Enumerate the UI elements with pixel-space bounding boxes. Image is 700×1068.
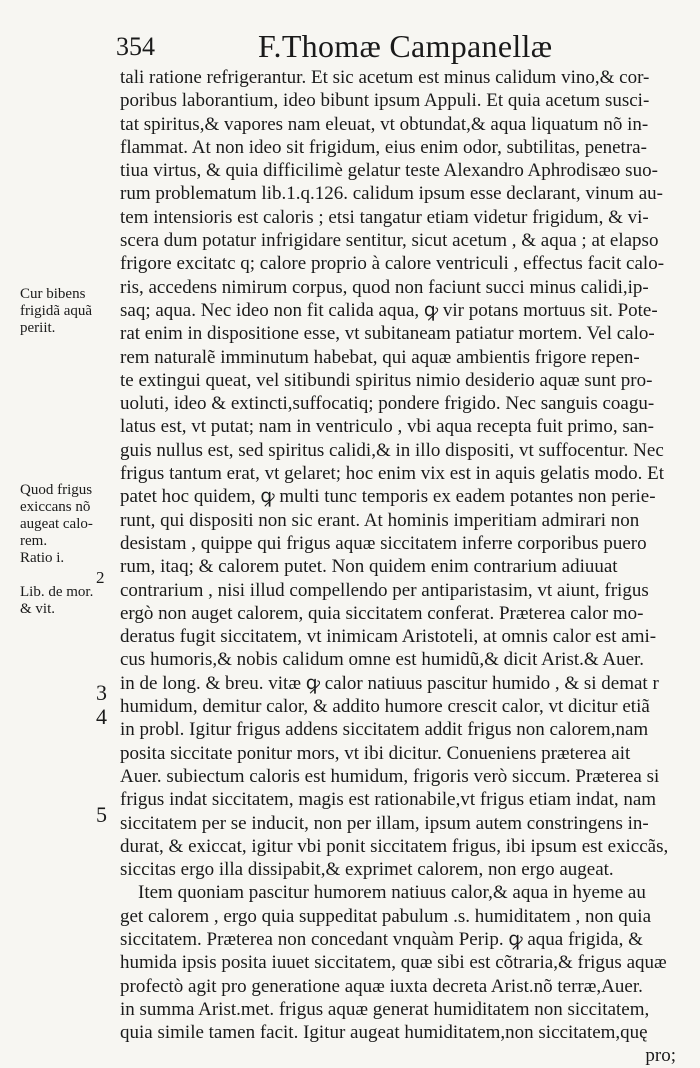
page-header xyxy=(0,26,700,66)
text-line: tem intensioris est caloris ; etsi tangatur etiam videtur frigidum, & vi- xyxy=(120,206,649,228)
text-line: durat, & exiccat, igitur vbi ponit siccitatem frigus, ibi ipsum est exiccãs, xyxy=(120,835,669,857)
text-line: in probl. Igitur frigus addens siccitatem addit frigus non calorem,nam xyxy=(120,719,649,741)
text-line: ergò non auget calorem, quia siccitatem conferat. Præterea calor mo- xyxy=(120,602,644,624)
marginal-number: 3 xyxy=(96,680,107,705)
text-line: frigus tantum erat, vt gelaret; hoc enim vix est in aquis gelatis modo. Et xyxy=(120,463,665,485)
running-title: F.Thomæ Campanellæ xyxy=(258,28,553,64)
text-line: latus est, vt putat; nam in ventriculo , vbi aqua recepta fuit primo, san- xyxy=(120,416,654,438)
text-line: siccitatem per se inducit, non per illam, ipsum autem constringens in- xyxy=(120,812,649,834)
text-line: tali ratione refrigerantur. Et sic acetum est minus calidum vino,& cor- xyxy=(120,67,650,88)
text-line: flammat. At non ideo sit frigidum, eius enim odor, subtilitas, penetra- xyxy=(120,136,647,158)
text-line: uoluti, ideo & extincti,suffocatiq; pondere frigido. Nec sanguis coagu- xyxy=(120,393,655,415)
text-line: patet hoc quidem, ꝙ multi tunc temporis ex eadem potantes non perie- xyxy=(120,486,656,508)
text-line: frigore excitatc q; calore proprio à calore ventriculi , effectus facit calo- xyxy=(120,253,665,275)
text-line: rat enim in dispositione esse, vt subitaneam patiatur mortem. Vel calo- xyxy=(120,323,655,345)
text-line: guis nullus est, sed spiritus calidi,& in illo dispositi, vt suffocentur. Nec xyxy=(120,439,664,461)
marginal-number: 2 xyxy=(96,568,105,587)
text-line: posita siccitate ponitur mors, vt ibi dicitur. Conueniens præterea ait xyxy=(120,742,631,764)
text-line: saq; aqua. Nec ideo non fit calida aqua, ꝙ vir potans mortuus sit. Pote- xyxy=(120,299,658,321)
text-line: rum, itaq; & calorem putet. Non quidem enim contrarium adiuuat xyxy=(120,556,618,578)
text-line: deratus fugit siccitatem, vt inimicam Aristoteli, at omnis calor est ami- xyxy=(120,626,657,648)
marginal-number: 5 xyxy=(96,802,107,827)
text-line: rum problematum lib.1.q.126. calidum ipsum esse declarant, vinum au- xyxy=(120,183,663,205)
text-line: ris, accedens nimirum corpus, quod non faciunt succi minus calidi,ip- xyxy=(120,276,649,298)
margin-note-line: Lib. de mor. xyxy=(20,584,94,600)
paragraph-start-line: Item quoniam pascitur humorem natiuus calor,& aqua in hyeme au xyxy=(138,882,646,904)
marginal-number: 4 xyxy=(96,704,107,729)
text-line: profectò agit pro generatione aquæ iuxta decreta Arist.nõ terræ,Auer. xyxy=(120,975,643,997)
text-line: poribus laborantium, ideo bibunt ipsum Appuli. Et quia acetum susci- xyxy=(120,90,650,112)
margin-note-line: Quod frigus xyxy=(20,482,93,498)
margin-note-line: frigidã aquã xyxy=(20,303,93,319)
text-line: siccitatem. Præterea non concedant vnquàm Perip. ꝙ aqua frigida, & xyxy=(120,928,643,950)
main-text-column xyxy=(120,66,676,1068)
margin-note-line: exiccans nõ xyxy=(20,499,91,515)
text-line: cus humoris,& nobis calidum omne est humidũ,& dicit Arist.& Auer. xyxy=(120,649,645,671)
text-line: humida ipsis posita iuuet siccitatem, quæ sibi est cõtraria,& frigus aquæ xyxy=(120,952,667,974)
text-line: get calorem , ergo quia suppeditat pabulum .s. humiditatem , non quia xyxy=(120,905,652,927)
catchword: pro; xyxy=(645,1045,676,1067)
text-line: tiua virtus, & quia difficilimè gelatur teste Alexandro Aphrodisæo suo- xyxy=(120,160,658,182)
text-line: te extingui queat, vel sitibundi spiritus nimio desiderio aquæ sunt pro- xyxy=(120,369,653,391)
text-line: rem naturalẽ imminutum habebat, qui aquæ ambientis frigore repen- xyxy=(120,346,640,368)
text-line: contrarium , nisi illud compellendo per antiparistasim, vt aiunt, frigus xyxy=(120,579,649,601)
margin-note-lib-de-mor xyxy=(20,584,120,618)
text-line: frigus indat siccitatem, magis est rationabile,vt frigus etiam indat, nam xyxy=(120,789,657,811)
text-line: in summa Arist.met. frigus aquæ generat humiditatem non siccitatem, xyxy=(120,998,650,1020)
margin-note-line: Cur bibens xyxy=(20,286,86,302)
margin-note-line: & vit. xyxy=(20,601,56,617)
text-line: runt, qui dispositi non sic erant. At hominis imperitiam admirari non xyxy=(120,509,640,531)
text-line: in de long. & breu. vitæ ꝙ calor natiuus pascitur humido , & si demat r xyxy=(120,672,659,694)
text-line: siccitas ergo illa dissipabit,& exprimet calorem, non ergo augeat. xyxy=(120,859,614,881)
margin-note-quod-frigus xyxy=(20,482,120,567)
page-number: 354 xyxy=(116,32,155,61)
text-line: tat spiritus,& vapores nam eleuat, vt obtundat,& aqua liquatum nõ in- xyxy=(120,113,649,135)
margin-note-line: Ratio i. xyxy=(20,550,65,566)
margin-note-line: periit. xyxy=(20,320,56,336)
text-line: quia simile tamen facit. Igitur augeat humiditatem,non siccitatem,quę xyxy=(120,1022,648,1044)
margin-note-cur-bibens xyxy=(20,286,120,337)
margin-note-line: augeat calo- xyxy=(20,516,93,532)
margin-note-line: rem. xyxy=(20,533,48,549)
text-line: desistam , quippe qui frigus aquæ siccitatem inferre corporibus puero xyxy=(120,532,647,554)
text-line: Auer. subiectum caloris est humidum, frigoris verò siccum. Præterea si xyxy=(120,765,660,787)
text-line: humidum, demitur calor, & addito humore crescit calor, vt dicitur etiã xyxy=(120,696,650,718)
text-line: scera dum potatur infrigidare sentitur, sicut acetum , & aqua ; at elapso xyxy=(120,230,659,252)
